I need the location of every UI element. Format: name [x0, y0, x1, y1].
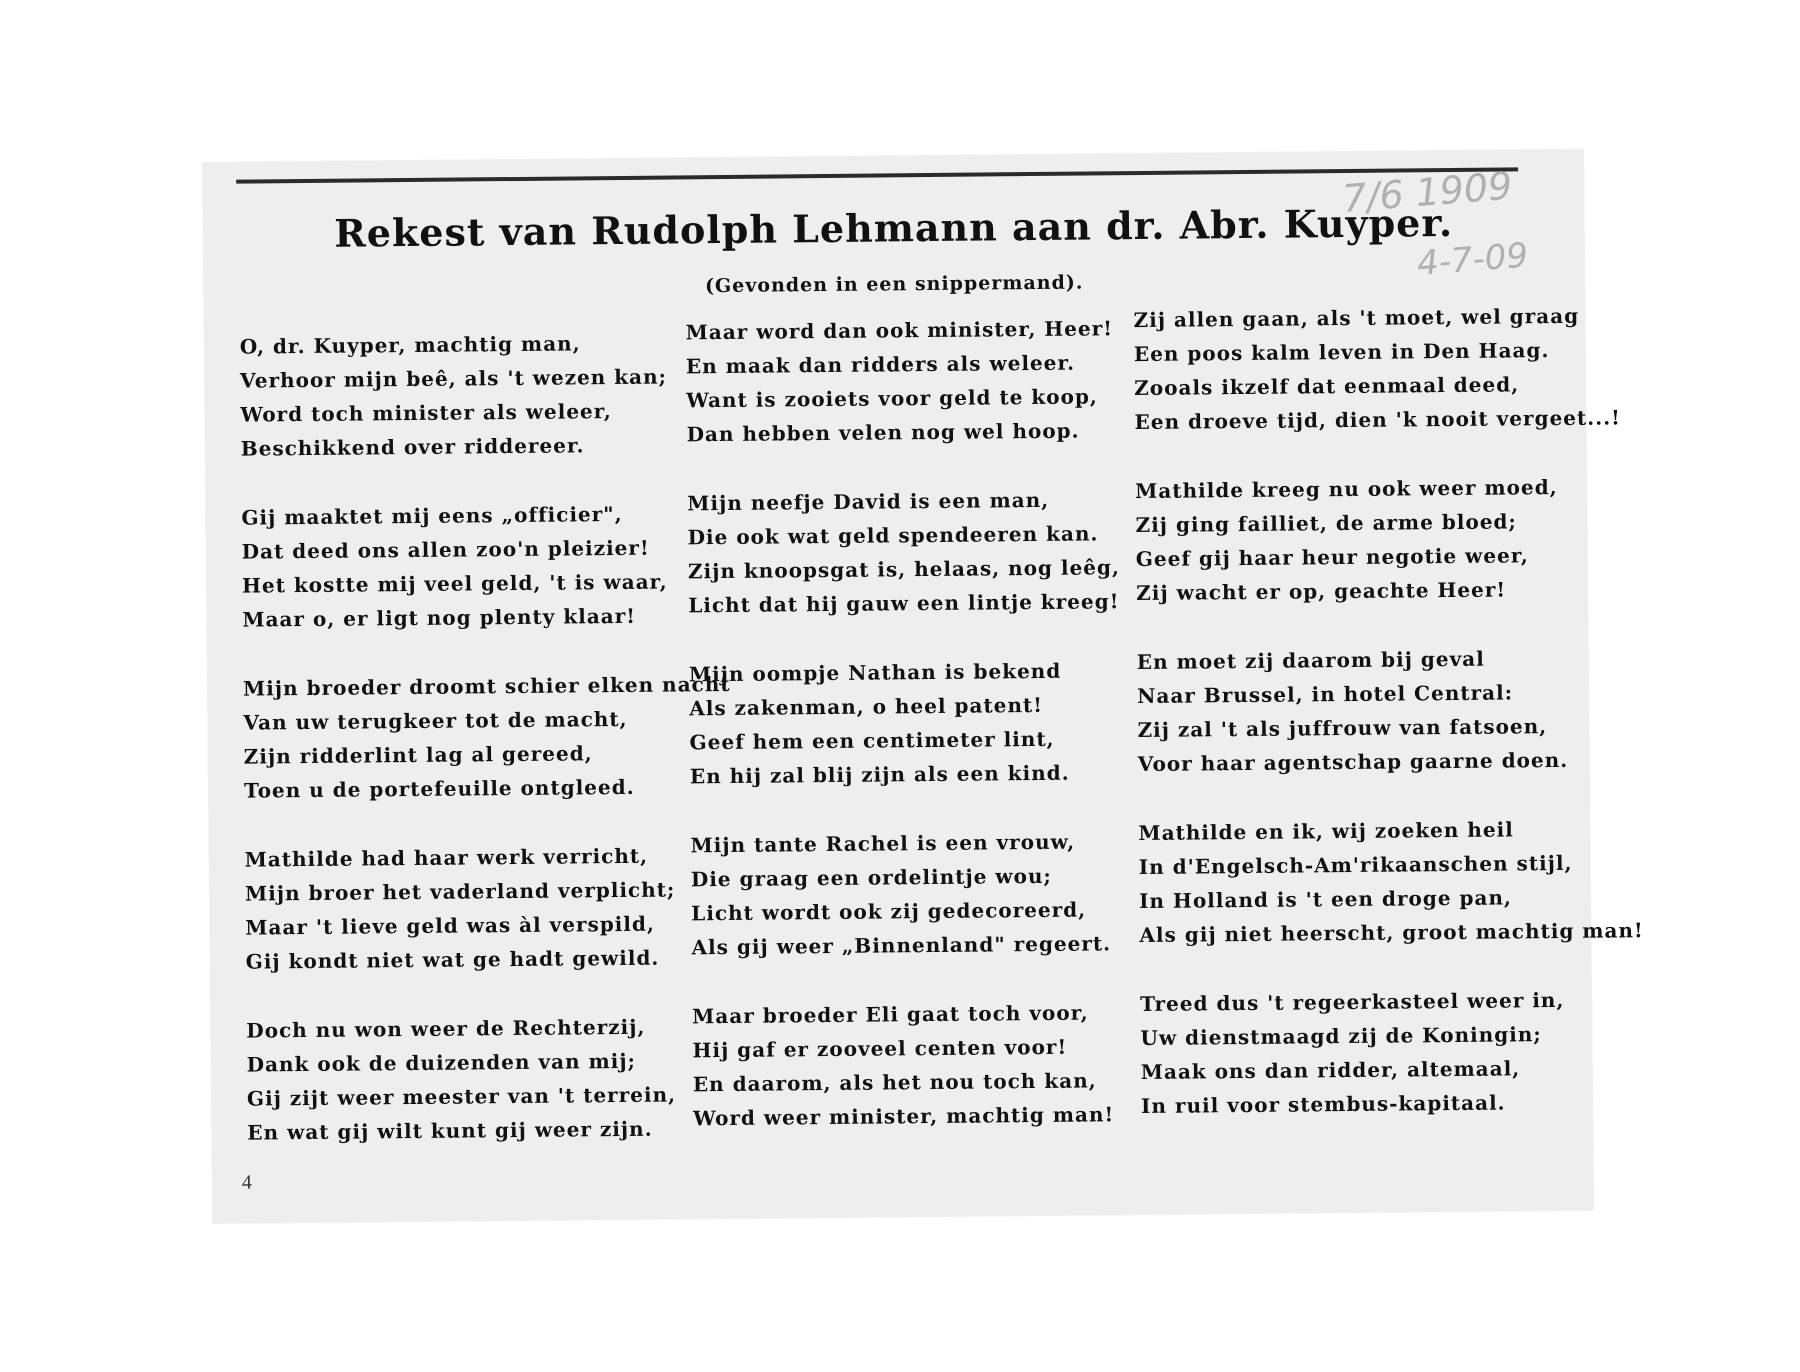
verse-line: Mijn broeder droomt schier elken nacht	[242, 671, 731, 701]
verse-line: Hij gaf er zooveel centen voor!	[692, 1034, 1068, 1063]
verse-line: Geef gij haar heur negotie weer,	[1135, 543, 1529, 572]
verse-line: Uw dienstmaagd zij de Koningin;	[1140, 1022, 1542, 1051]
poem-column-1	[239, 326, 731, 1185]
stanza	[246, 1010, 677, 1150]
verse-line: Voor haar agentschap gaarne doen.	[1137, 747, 1569, 777]
verse-line: Doch nu won weer de Rechterzij,	[246, 1014, 646, 1043]
verse-line: Treed dus 't regeerkasteel weer in,	[1140, 987, 1565, 1017]
verse-line: En hij zal blij zijn als een kind.	[689, 760, 1070, 789]
stanza	[687, 482, 1121, 622]
stanza	[685, 311, 1114, 451]
verse-line: Mijn tante Rachel is een vrouw,	[690, 829, 1076, 858]
verse-line: Zooals ikzelf dat eenmaal deed,	[1134, 372, 1520, 401]
verse-line: Gij maaktet mij eens „officier",	[241, 501, 623, 530]
verse-line: Die ook wat geld spendeeren kan.	[687, 521, 1099, 550]
verse-line: Gij kondt niet wat ge hadt gewild.	[245, 945, 660, 974]
verse-line: Maar 't lieve geld was àl verspild,	[245, 911, 656, 940]
page-number: 4	[241, 1171, 252, 1194]
poem-subtitle: (Gevonden in een snippermand).	[704, 271, 1084, 298]
stanza	[1138, 812, 1644, 952]
verse-line: Zij ging failliet, de arme bloed;	[1135, 509, 1517, 538]
verse-line: En maak dan ridders als weleer.	[685, 350, 1076, 379]
verse-line: Zij wacht er op, geachte Heer!	[1136, 577, 1507, 606]
verse-line: Als zakenman, o heel patent!	[689, 692, 1044, 721]
verse-line: Die graag een ordelintje wou;	[690, 863, 1052, 892]
verse-line: Naar Brussel, in hotel Central:	[1137, 680, 1514, 709]
verse-line: Maak ons dan ridder, altemaal,	[1140, 1056, 1521, 1085]
verse-line: Zijn knoopsgat is, helaas, nog leêg,	[687, 555, 1121, 584]
verse-line: Mijn neefje David is een man,	[687, 487, 1050, 516]
verse-line: Beschikkend over riddereer.	[240, 433, 585, 461]
verse-line: In ruil voor stembus-kapitaal.	[1140, 1090, 1506, 1119]
verse-line: Zij allen gaan, als 't moet, wel graag	[1133, 303, 1580, 333]
top-rule	[236, 167, 1518, 183]
verse-line: Dank ook de duizenden van mij;	[246, 1048, 637, 1077]
verse-line: Een droeve tijd, dien 'k nooit vergeet...!	[1134, 405, 1621, 435]
verse-line: Een poos kalm leven in Den Haag.	[1133, 338, 1550, 367]
poem-column-2	[685, 311, 1121, 1170]
verse-line: En daarom, als het nou toch kan,	[692, 1068, 1097, 1097]
verse-line: In Holland is 't een droge pan,	[1139, 885, 1513, 914]
handwritten-date-1: 7/6 1909	[1340, 163, 1514, 221]
verse-line: Als gij weer „Binnenland" regeert.	[691, 931, 1112, 960]
verse-line: In d'Engelsch-Am'rikaanschen stijl,	[1138, 850, 1573, 880]
verse-line: Want is zooiets voor geld te koop,	[686, 384, 1098, 413]
verse-line: Het kostte mij veel geld, 't is waar,	[241, 569, 668, 598]
verse-line: Dat deed ons allen zoo'n pleizier!	[241, 535, 650, 564]
stanza	[242, 668, 731, 808]
verse-line: Als gij niet heerscht, groot machtig man!	[1139, 918, 1644, 948]
verse-line: Mathilde kreeg nu ook weer moed,	[1135, 475, 1558, 504]
verse-line: Geef hem een centimeter lint,	[689, 726, 1055, 755]
verse-line: Mijn oompje Nathan is bekend	[688, 658, 1062, 687]
verse-line: Mathilde had haar werk verricht,	[244, 843, 649, 872]
stanza	[1136, 641, 1569, 781]
stanza	[241, 497, 668, 637]
verse-line: Dan hebben velen nog wel hoop.	[686, 418, 1080, 447]
verse-line: Maar word dan ook minister, Heer!	[685, 316, 1114, 345]
verse-line: Van uw terugkeer tot de macht,	[243, 706, 628, 735]
poem-column-3	[1133, 299, 1644, 1158]
verse-line: Mathilde en ik, wij zoeken heil	[1138, 817, 1514, 846]
verse-line: Word toch minister als weleer,	[240, 399, 612, 427]
verse-line: Licht wordt ook zij gedecoreerd,	[691, 897, 1087, 926]
verse-line: Maar o, er ligt nog plenty klaar!	[242, 603, 637, 632]
verse-line: O, dr. Kuyper, machtig man,	[239, 331, 581, 359]
stanza	[1135, 470, 1556, 610]
verse-line: Zijn ridderlint lag al gereed,	[243, 741, 593, 769]
verse-line: Licht dat hij gauw een lintje kreeg!	[688, 589, 1120, 618]
verse-line: Mijn broer het vaderland verplicht;	[244, 877, 676, 906]
stanza	[1133, 299, 1621, 439]
stanza	[239, 326, 668, 466]
verse-line: Verhoor mijn beê, als 't wezen kan;	[239, 364, 668, 393]
handwritten-date-2: 4-7-09	[1415, 235, 1530, 285]
stanza	[692, 995, 1113, 1135]
verse-line: Maar broeder Eli gaat toch voor,	[692, 1000, 1089, 1029]
stanza	[1140, 983, 1565, 1123]
verse-line: En wat gij wilt kunt gij weer zijn.	[247, 1116, 653, 1145]
verse-line: Gij zijt weer meester van 't terrein,	[246, 1082, 677, 1111]
stanza	[244, 839, 676, 979]
stanza	[689, 653, 1110, 793]
stanza	[690, 824, 1111, 964]
verse-line: Word weer minister, machtig man!	[693, 1102, 1115, 1131]
verse-line: Zij zal 't als juffrouw van fatsoen,	[1137, 714, 1548, 743]
verse-line: Toen u de portefeuille ontgleed.	[243, 774, 635, 803]
poem-title: Rekest van Rudolph Lehmann aan dr. Abr. Kuyper.	[333, 199, 1454, 256]
verse-line: En moet zij daarom bij geval	[1136, 646, 1485, 675]
newspaper-clipping	[202, 149, 1644, 1224]
